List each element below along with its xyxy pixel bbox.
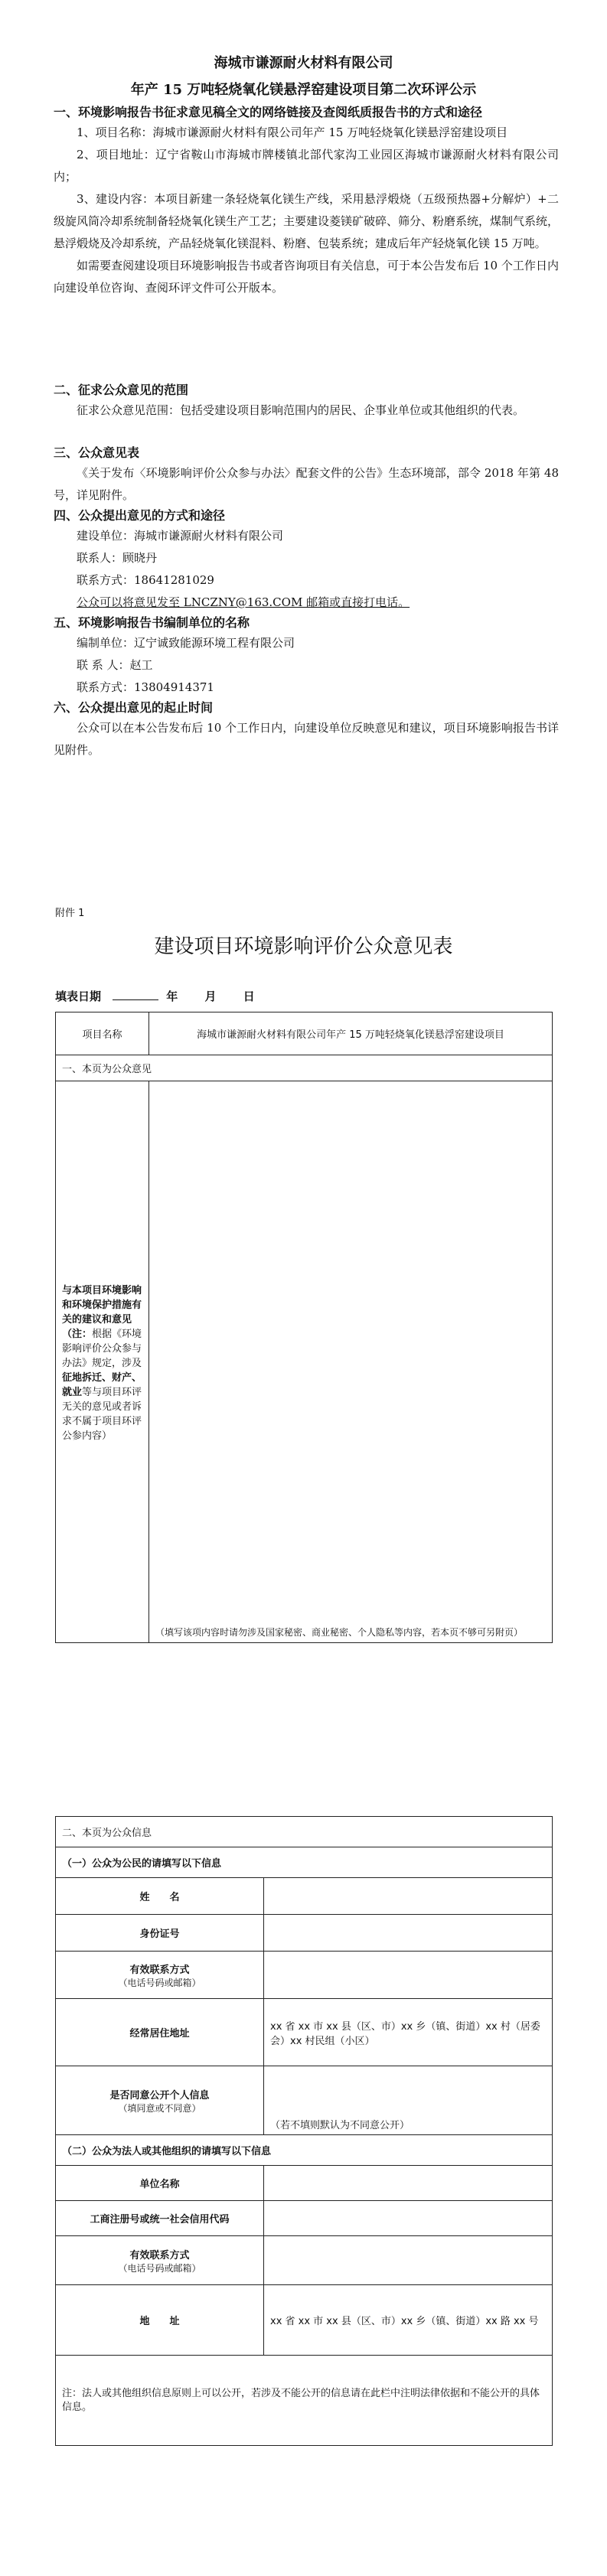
org-address-input[interactable]: xx 省 xx 市 xx 县（区、市）xx 乡（镇、街道）xx 路 xx 号 — [264, 2285, 553, 2356]
opinion-input-area[interactable] — [149, 1081, 553, 1643]
section-6 — [54, 699, 559, 761]
org-name-input[interactable] — [264, 2166, 553, 2201]
section-1 — [54, 103, 559, 299]
period-text: 公众可以在本公告发布后 10 个工作日内，向建设单位反映意见和建议，项目环境影响报告书详见附件。 — [54, 721, 559, 757]
announcement-page — [0, 0, 607, 865]
contact-label: 有效联系方式 — [129, 1964, 190, 1976]
org-contact-input[interactable] — [264, 2236, 553, 2285]
org-name-label: 单位名称 — [56, 2166, 264, 2201]
contact-sub: （电话号码或邮箱） — [118, 1977, 201, 1988]
consent-sub: （填同意或不同意） — [118, 2102, 201, 2114]
section-5 — [54, 614, 559, 699]
annex-label: 附件 1 — [55, 908, 85, 919]
year-blank[interactable] — [113, 999, 158, 1000]
citizen-header: （一）公众为公民的请填写以下信息 — [56, 1847, 553, 1878]
builder-contact: 联系人：顾晓丹 — [77, 551, 158, 565]
consent-label: 是否同意公开个人信息 — [109, 2089, 210, 2102]
project-name-label: 项目名称 — [56, 1012, 149, 1055]
name-input[interactable] — [264, 1878, 553, 1915]
address-input[interactable]: xx 省 xx 市 xx 县（区、市）xx 乡（镇、街道）xx 村（居委会）xx 村民组（小区） — [264, 1999, 553, 2066]
section-3 — [54, 444, 559, 507]
opinion-label-bold-2: 征地拆迁、财产、就业 — [62, 1372, 142, 1398]
id-input[interactable] — [264, 1915, 553, 1952]
email-line[interactable]: 公众可以将意见发至 LNCZNY@163.COM 邮箱或直接打电话。 — [77, 595, 410, 609]
opinion-label-bold-1: 与本项目环境影响和环境保护措施有关的建议和意见（注： — [62, 1285, 142, 1340]
section-5-heading: 五、环境影响报告书编制单位的名称 — [54, 615, 250, 630]
consult-info: 如需要查阅建设项目环境影响报告书或者咨询项目有关信息，可于本公告发布后 10 个工作日内向建设单位咨询、查阅环评文件可公开版本。 — [54, 259, 559, 295]
org-code-label: 工商注册号或统一社会信用代码 — [56, 2201, 264, 2236]
page-title: 年产 15 万吨轻烧氧化镁悬浮窑建设项目第二次环评公示 — [130, 82, 477, 98]
section-2 — [54, 381, 559, 422]
scope-text: 征求公众意见范围：包括受建设项目影响范围内的居民、企事业单位或其他组织的代表。 — [77, 403, 525, 417]
fill-date-label: 填表日期 — [55, 990, 102, 1003]
opinion-label-normal-1: 根据《环境影响评价公众参与办法》规定，涉及 — [62, 1329, 142, 1369]
contact-label-cell — [56, 1952, 264, 1999]
project-name-value: 海城市谦源耐火材料有限公司年产 15 万吨轻烧氧化镁悬浮窑建设项目 — [149, 1012, 553, 1055]
section-one-label: 一、本页为公众意见 — [56, 1055, 553, 1081]
project-address: 2、项目地址：辽宁省鞍山市海城市牌楼镇北部代家沟工业园区海城市谦源耐火材料有限公司内； — [54, 148, 559, 184]
contact-input[interactable] — [264, 1952, 553, 1999]
construction-content: 3、建设内容：本项目新建一条轻烧氧化镁生产线，采用悬浮煅烧（五级预热器+分解炉）+二级旋风筒冷却系统制备轻烧氧化镁生产工艺；主要建设菱镁矿破碎、筛分、粉磨系统，煤制气系统，悬浮煅烧及冷却系统，产品轻烧氧化镁混料、粉磨、包装系统；建成后年产轻烧氧化镁 15 万吨。 — [54, 192, 560, 250]
compiler-phone: 联系方式：13804914371 — [77, 680, 214, 694]
org-contact-label: 有效联系方式 — [129, 2249, 190, 2261]
public-info-table — [55, 1816, 553, 2446]
section-1-heading: 一、环境影响报告书征求意见稿全文的网络链接及查阅纸质报告书的方式和途径 — [54, 105, 483, 119]
org-footnote: 注：法人或其他组织信息原则上可以公开，若涉及不能公开的信息请在此栏中注明法律依据和不能公开的具体信息。 — [56, 2356, 553, 2446]
section-two-label: 二、本页为公众信息 — [56, 1817, 553, 1847]
section-4 — [54, 507, 559, 614]
compiler-unit: 编制单位：辽宁诚致能源环境工程有限公司 — [77, 636, 295, 650]
consent-input[interactable]: （若不填则默认为不同意公开） — [264, 2066, 553, 2135]
org-contact-label-cell — [56, 2236, 264, 2285]
name-label: 姓 名 — [56, 1878, 264, 1915]
day-label: 日 — [243, 990, 255, 1003]
org-header: （二）公众为法人或其他组织的请填写以下信息 — [56, 2135, 553, 2166]
id-label: 身份证号 — [56, 1915, 264, 1952]
section-6-heading: 六、公众提出意见的起止时间 — [54, 700, 214, 715]
org-contact-sub: （电话号码或邮箱） — [118, 2262, 201, 2274]
form-notice-text: 《关于发布〈环境影响评价公众参与办法〉配套文件的公告》生态环境部，部令 2018 年第 48 号，详见附件。 — [54, 466, 559, 502]
section-3-heading: 三、公众意见表 — [54, 445, 140, 460]
opinion-hint: （填写该项内容时请勿涉及国家秘密、商业秘密、个人隐私等内容，若本页不够可另附页） — [155, 1627, 524, 1638]
builder-phone: 联系方式：18641281029 — [77, 573, 214, 587]
compiler-contact: 联 系 人：赵工 — [77, 658, 153, 672]
section-2-heading: 二、征求公众意见的范围 — [54, 383, 189, 397]
project-name: 1、项目名称：海城市谦源耐火材料有限公司年产 15 万吨轻烧氧化镁悬浮窑建设项目 — [77, 126, 508, 139]
builder-unit: 建设单位：海城市谦源耐火材料有限公司 — [77, 529, 284, 543]
opinion-label — [56, 1081, 149, 1643]
opinion-table — [55, 1012, 553, 1643]
year-label: 年 — [166, 990, 178, 1003]
form-title: 建设项目环境影响评价公众意见表 — [154, 935, 453, 958]
section-4-heading: 四、公众提出意见的方式和途径 — [54, 508, 226, 523]
month-label: 月 — [204, 990, 217, 1003]
consent-label-cell — [56, 2066, 264, 2135]
org-address-label: 地 址 — [56, 2285, 264, 2356]
opinion-label-normal-2: 等与项目环评无关的意见或者诉求不属于项目环评公参内容） — [62, 1387, 142, 1442]
org-code-input[interactable] — [264, 2201, 553, 2236]
company-name: 海城市谦源耐火材料有限公司 — [214, 55, 393, 71]
fill-date — [55, 988, 255, 1004]
address-label: 经常居住地址 — [56, 1999, 264, 2066]
